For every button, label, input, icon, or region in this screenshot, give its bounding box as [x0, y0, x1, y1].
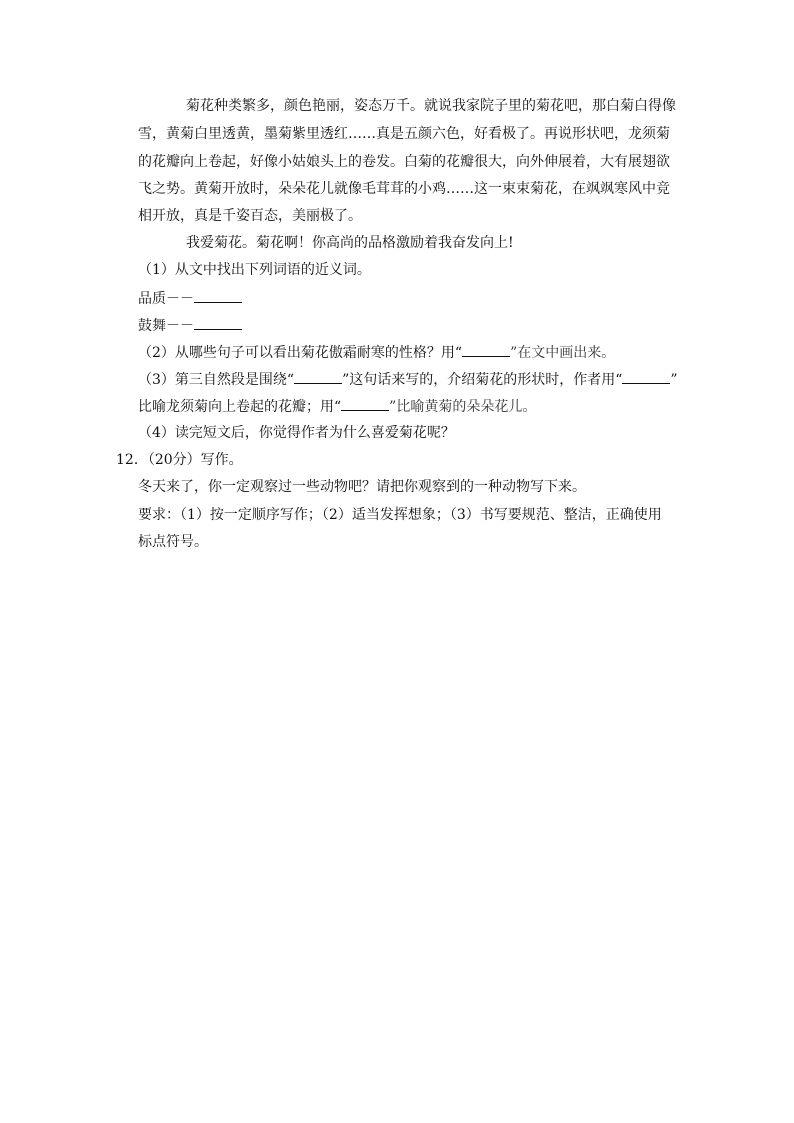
question-2 — [138, 342, 615, 363]
answer-blank[interactable] — [341, 396, 389, 411]
question-3-text-c: ” — [670, 372, 678, 388]
question-4: （4）读完短文后，你觉得作者为什么喜爱菊花呢？ — [138, 425, 455, 441]
question-2-text-b: ”在文中画出来。 — [510, 345, 616, 361]
answer-blank[interactable] — [194, 315, 242, 330]
question-3-text-b: ”这句话来写的，介绍菊花的形状时，作者用“ — [342, 372, 623, 388]
passage-line-4: 飞之势。黄菊开放时，朵朵花儿就像毛茸茸的小鸡……这一束束菊花，在飒飒寒风中竞 — [138, 181, 670, 197]
question-3-line-1 — [138, 369, 678, 390]
passage-line-3: 的花瓣向上卷起，好像小姑娘头上的卷发。白菊的花瓣很大，向外伸展着，大有展翅欲 — [138, 154, 670, 170]
question-1-item-2 — [138, 315, 242, 336]
passage-line-5: 相开放，真是千姿百态，美丽极了。 — [138, 208, 362, 224]
question-1-prompt: （1）从文中找出下列词语的近义词。 — [138, 262, 371, 278]
item-label: 鼓舞－－ — [138, 318, 194, 334]
question-12-heading: 12．（20分）写作。 — [116, 452, 243, 468]
question-12-prompt: 冬天来了，你一定观察过一些动物吧？请把你观察到的一种动物写下来。 — [138, 479, 586, 495]
question-2-text-a: （2）从哪些句子可以看出菊花傲霜耐寒的性格？用“ — [138, 345, 463, 361]
question-12-requirements-1: 要求：（1）按一定顺序写作；（2）适当发挥想象；（3）书写要规范、整洁，正确使用 — [138, 507, 662, 523]
question-1-item-1 — [138, 288, 242, 309]
question-3-text-a: （3）第三自然段是围绕“ — [138, 372, 295, 388]
question-3-text-e: ”比喻黄菊的朵朵花儿。 — [389, 399, 537, 415]
answer-blank[interactable] — [462, 342, 510, 357]
passage-paragraph-2: 我爱菊花。菊花啊！你高尚的品格激励着我奋发向上! — [186, 235, 514, 251]
question-3-text-d: 比喻龙须菊向上卷起的花瓣；用“ — [138, 399, 342, 415]
question-12-requirements-2: 标点符号。 — [138, 534, 208, 550]
item-label: 品质－－ — [138, 291, 194, 307]
answer-blank[interactable] — [294, 369, 342, 384]
question-3-line-2 — [138, 396, 536, 417]
passage-line-2: 雪，黄菊白里透黄，墨菊紫里透红……真是五颜六色，好看极了。再说形状吧，龙须菊 — [138, 126, 670, 142]
answer-blank[interactable] — [622, 369, 670, 384]
passage-line-1: 菊花种类繁多，颜色艳丽，姿态万千。就说我家院子里的菊花吧，那白菊白得像 — [186, 98, 676, 114]
answer-blank[interactable] — [194, 288, 242, 303]
